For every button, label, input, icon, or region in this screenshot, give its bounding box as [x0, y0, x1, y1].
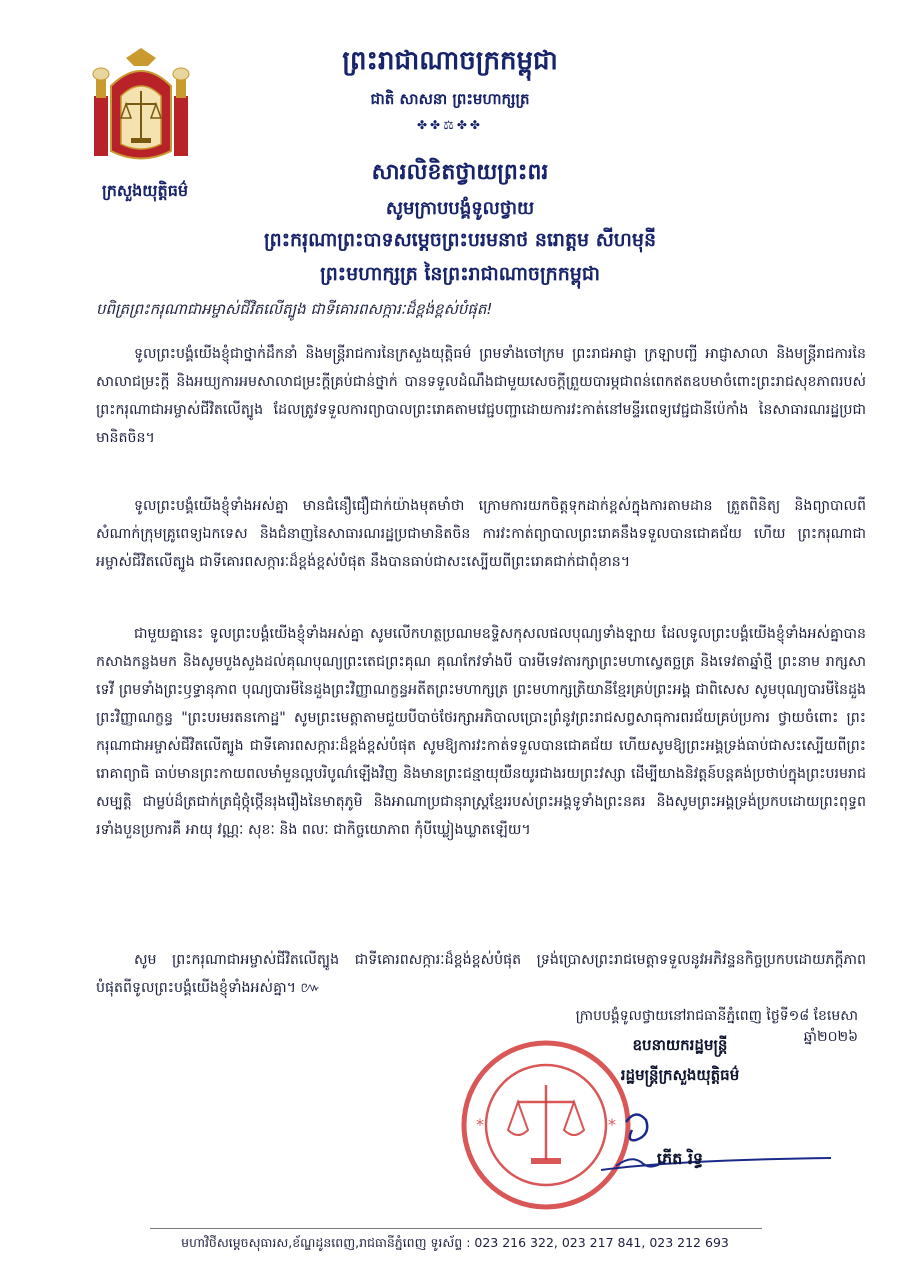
footer-divider: [150, 1228, 762, 1229]
footer-address: មហាវិថីសម្តេចសុធារស,ខ័ណ្ឌដូនពេញ,រាជធានីភ្នំពេញ ទូរស័ព្ទ : 023 216 322, 023 217 841, 023 212 693: [181, 1235, 729, 1250]
signer-title-2: រដ្ឋមន្ត្រីក្រសួងយុត្តិធម៌: [620, 1066, 740, 1084]
addressee-line: ព្រះករុណាព្រះបាទសម្តេចព្រះបរមនាថ នរោត្តម សីហមុនី: [263, 229, 657, 251]
body-paragraph-2: ទូលព្រះបង្គំយើងខ្ញុំទាំងអស់គ្នា មានជំនឿជឿជាក់យ៉ាងមុតមាំថា ក្រោមការយកចិត្តទុកដាក់ខ្ពស់ក្នុងការតាមដាន ត្រួតពិនិត្យ និងព្យាបាលពីសំណាក់ក្រុមគ្រូពេទ្យឯកទេស និងជំនាញនៃសាធារណរដ្ឋប្រជាមានិតចិន ការវះកាត់ព្យាបាលព្រះរោគនឹងទទួលបានជោគជ័យ ហើយ ព្រះករុណាជាអម្ចាស់ជីវិតលើត្បូង ជាទីគោរពសក្ការៈដ៏ខ្ពង់ខ្ពស់បំផុត នឹងបានធាប់ជាសះស្បើយពីព្រះរោគជាក់ជាពុំខាន។: [96, 498, 866, 570]
body-paragraph-3: ជាមួយគ្នានេះ ទូលព្រះបង្គំយើងខ្ញុំទាំងអស់គ្នា សូមលើកហត្ថប្រណមឧទ្ទិសកុសលផលបុណ្យទាំងឡាយ ដែលទូលព្រះបង្គំយើងខ្ញុំទាំងអស់គ្នាបានកសាងកន្លងមក និងសូមបួងសួងដល់គុណបុណ្យព្រះតេជព្រះគុណ គុណកែវទាំងបី បារមីទេវតារក្សាព្រះមហាស្វេតច្ឆត្រ និងទេវតាឆ្នាំថ្មី ព្រះនាម រាក្សសាទេវី ព្រមទាំងព្រះឫទ្ធានុភាព បុណ្យបារមីនៃដួងព្រះវិញ្ញាណក្ខន្ធអតីតព្រះមហាក្សត្រ ព្រះមហាក្សត្រិយានីខ្មែរគ្រប់ព្រះអង្គ ជាពិសេស សូមបុណ្យបារមីនៃដួងព្រះវិញ្ញាណក្ខន្ធ "ព្រះបរមរតនកោដ្ឋ" សូមព្រះមេត្តាតាមជួយបីបាច់ថែរក្សាអភិបាលប្រោះព្រំនូវព្រះរាជសព្វសាធុការពរជ័យគ្រប់ប្រការ ថ្វាយចំពោះ ព្រះករុណាជាអម្ចាស់ជីវិតលើត្បូង ជាទីគោរពសក្ការៈដ៏ខ្ពង់ខ្ពស់បំផុត សូមឱ្យការវះកាត់ទទួលបានជោគជ័យ ហើយសូមឱ្យព្រះអង្គទ្រង់ធាប់ជាសះស្បើយពីព្រះរោគាព្យាធិ ធាប់មានព្រះកាយពលមាំមួនល្អបរិបូណ៌ឡើងវិញ និងមានព្រះជន្មាយុយឺនយូរជាងរយព្រះវស្សា ដើម្បីយាងនិវត្តន៍បន្តគង់ប្រថាប់ក្នុងព្រះបរមរាជសម្បត្តិ ជាម្លប់ដ៏ត្រជាក់ត្រជុំថ្កុំថ្កើនរុងរឿងនៃមាតុភូមិ និងអាណាប្រជានុរាស្ត្រខ្មែររបស់ព្រះអង្គទូទាំងព្រះនគរ និងសូមព្រះអង្គទ្រង់ប្រកបដោយព្រះពុទ្ធពរទាំងបួនប្រការគឺ អាយុ វណ្ណៈ សុខៈ និង ពលៈ ជាកិច្ចយោភាព កុំបីឃ្លៀងឃ្លាតឡើយ។: [96, 626, 866, 838]
date-line: ក្រាបបង្គំទូលថ្វាយនៅរាជធានីភ្នំពេញ ថ្ងៃទី១៨ ខែមេសា ឆ្នាំ២០២៦: [575, 1008, 858, 1045]
letter-subtitle: សូមក្រាបបង្គំទូលថ្វាយ: [385, 198, 535, 219]
header-ornament: ✤✤⚖✤✤: [417, 118, 483, 132]
svg-text:*: *: [608, 1115, 616, 1134]
kingdom-title: ព្រះរាជាណាចក្រកម្ពុជា: [342, 46, 558, 76]
body-paragraph-1: ទូលព្រះបង្គំយើងខ្ញុំជាថ្នាក់ដឹកនាំ និងមន្ត្រីរាជការនៃក្រសួងយុត្តិធម៌ ព្រមទាំងចៅក្រម ព្រះរាជអាជ្ញា ក្រឡាបញ្ជី អាជ្ញាសាលា និងមន្ត្រីរាជការនៃសាលាជម្រះក្តី និងអយ្យការអមសាលាជម្រះក្តីគ្រប់ជាន់ថ្នាក់ បានទទួលដំណឹងជាមួយសេចក្តីព្រួយបារម្ភជាពន់ពេកឥតឧបមាចំពោះព្រះរាជសុខភាពរបស់ ព្រះករុណាជាអម្ចាស់ជីវិតលើត្បូង ដែលត្រូវទទួលការព្យាបាលព្រះរោគតាមវេជ្ជបញ្ជាដោយការវះកាត់នៅមន្ទីរពេទ្យវេជ្ជជានីប៉េកាំង នៃសាធារណរដ្ឋប្រជាមានិតចិន។: [96, 346, 866, 446]
ministry-emblem-icon: [86, 46, 196, 176]
letter-title: សារលិខិតថ្វាយព្រះពរ: [371, 160, 549, 185]
signer-name: កើត រិទ្ធ: [656, 1149, 704, 1168]
signer-title-1: ឧបនាយករដ្ឋមន្ត្រី: [632, 1036, 728, 1054]
body-paragraph-4: សូម ព្រះករុណាជាអម្ចាស់ជីវិតលើត្បូង ជាទីគោរពសក្ការៈដ៏ខ្ពង់ខ្ពស់បំផុត ទ្រង់ប្រោសព្រះរាជមេត្តាទទួលនូវអភិវន្ទនកិច្ចប្រកបដោយភក្តីភាពបំផុតពីទូលព្រះបង្គំយើងខ្ញុំទាំងអស់គ្នា។ ៚: [96, 952, 866, 996]
addressee-title: ព្រះមហាក្សត្រ នៃព្រះរាជាណាចក្រកម្ពុជា: [320, 263, 600, 285]
handwritten-signature: [596, 1100, 836, 1190]
svg-text:*: *: [476, 1115, 484, 1134]
ministry-label: ក្រសួងយុត្តិធម៌: [101, 181, 188, 200]
salutation: បពិត្រព្រះករុណាជាអម្ចាស់ជីវិតលើត្បូង ជាទីគោរពសក្ការៈដ៏ខ្ពង់ខ្ពស់បំផុត!: [96, 300, 493, 318]
national-motto: ជាតិ សាសនា ព្រះមហាក្សត្រ: [370, 90, 530, 108]
